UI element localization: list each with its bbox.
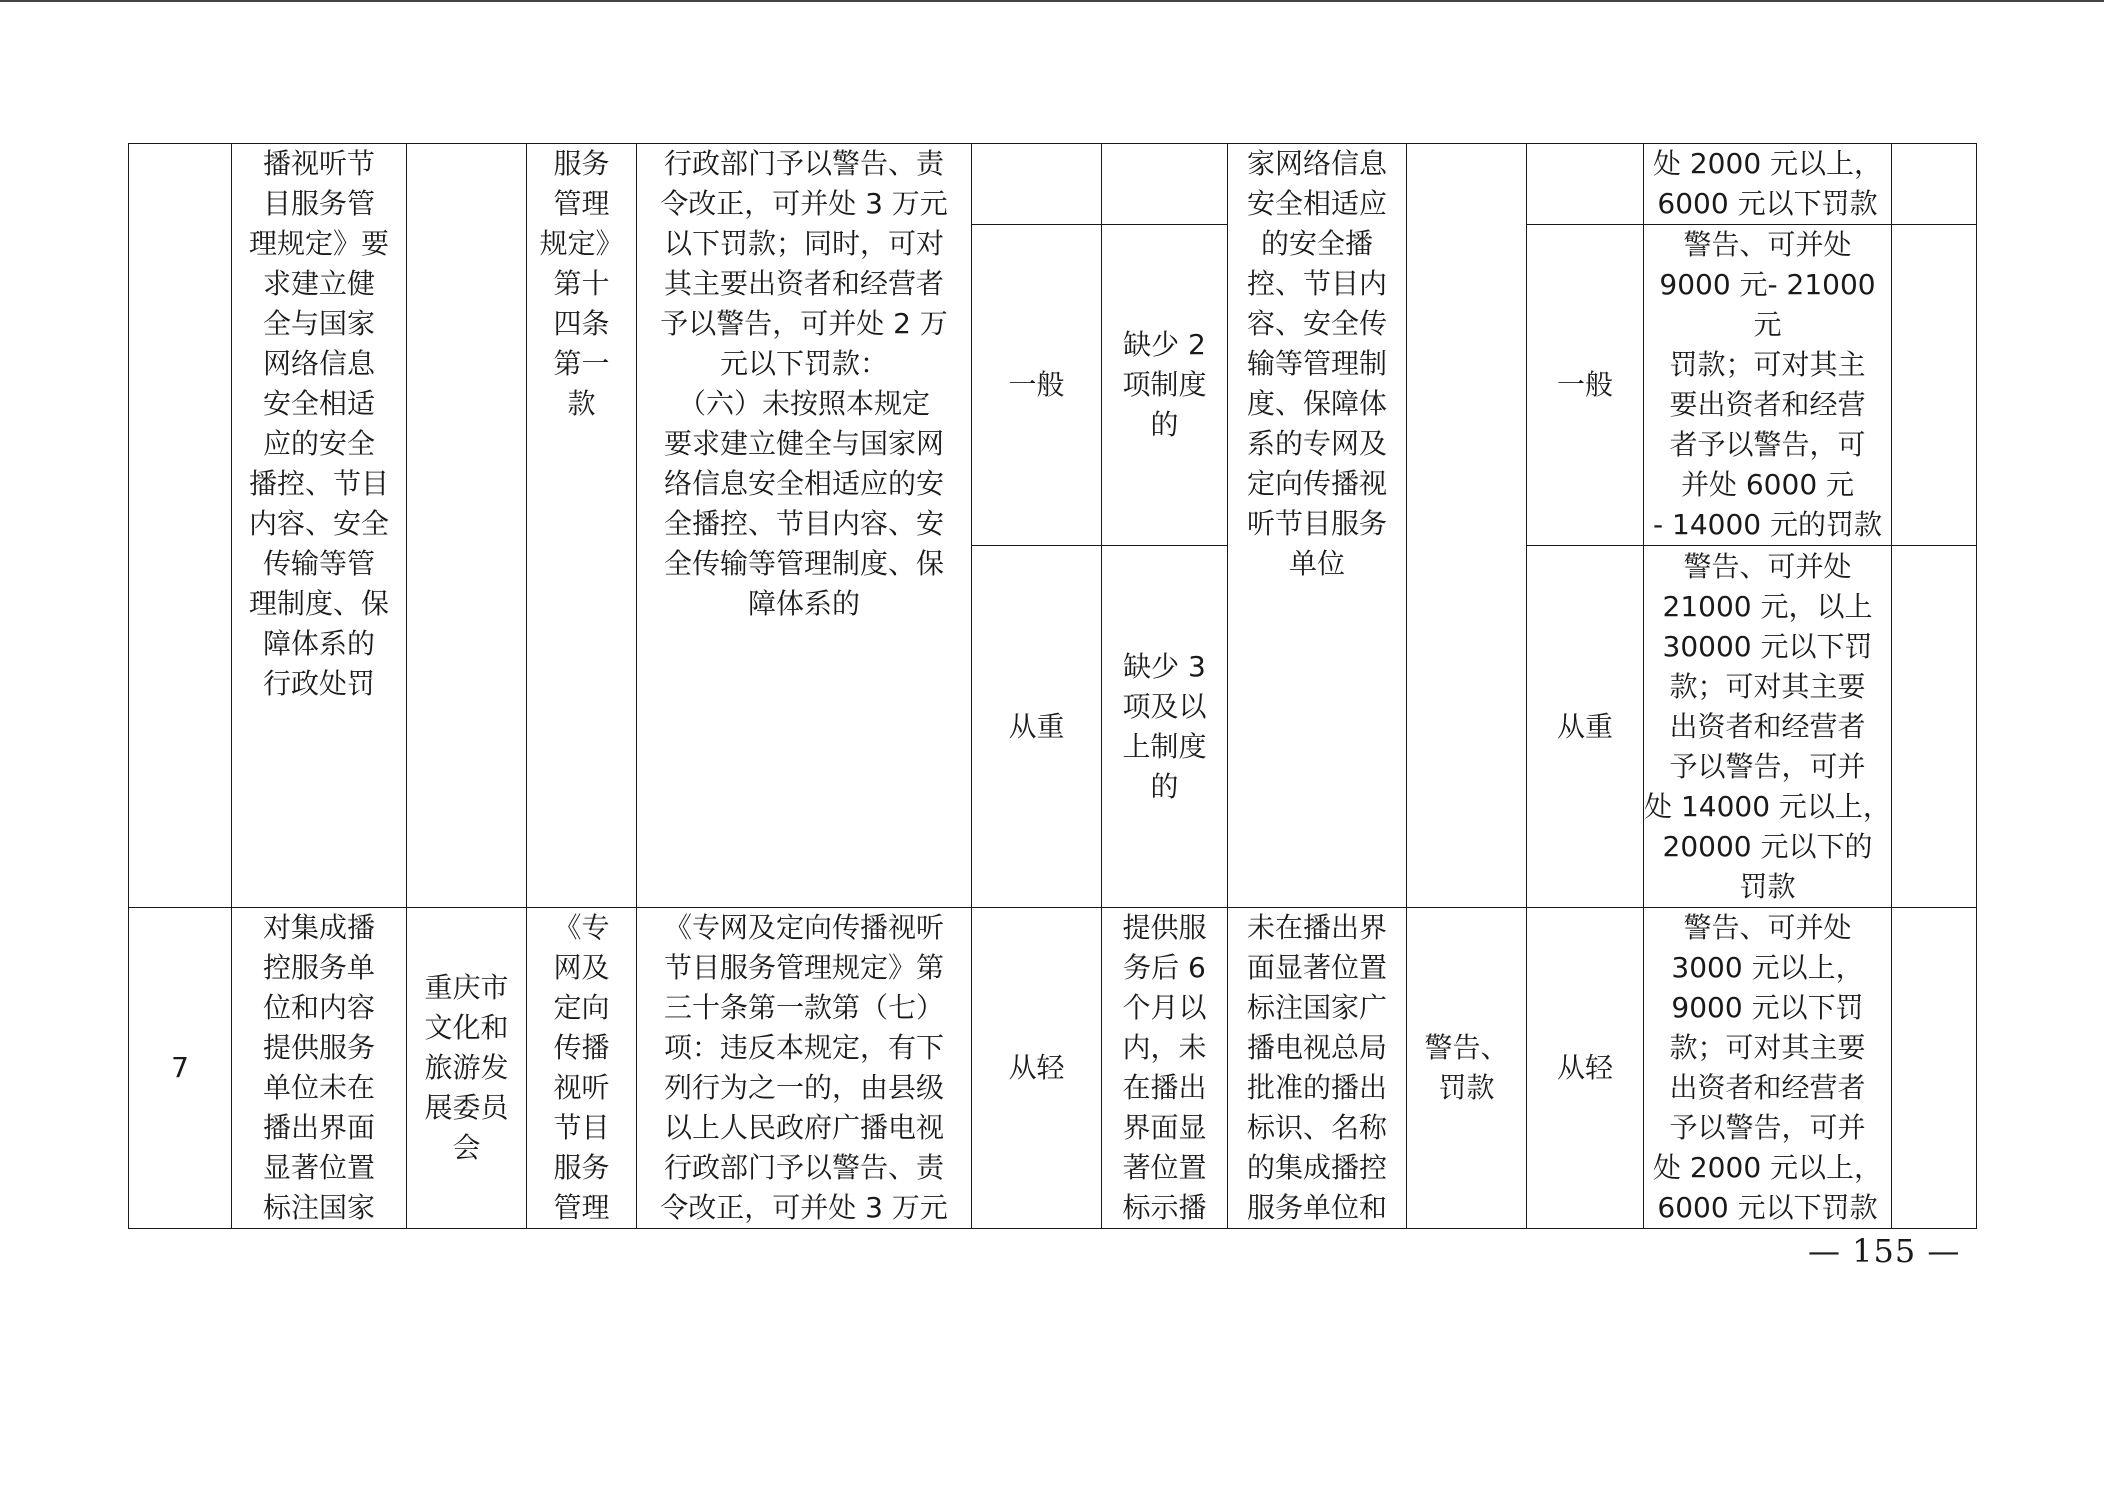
level-cell: 一般 [972, 225, 1102, 546]
penalty-type-cell: 警告、 罚款 [1407, 908, 1527, 1229]
table-row [129, 144, 1977, 225]
penalty-type-cell [1407, 144, 1527, 908]
standard-level-cell: 一般 [1527, 225, 1644, 546]
penalty-standards-table [128, 143, 1977, 1229]
penalty-standard-cell: 警告、可并处 21000 元，以上 30000 元以下罚 款；可对其主要 出资者和经营者 予以警告，可并 处 14000 元以上， 20000 元以下的 罚款 [1644, 546, 1892, 908]
standard-level-cell: 从轻 [1527, 908, 1644, 1229]
page-number: — 155 — [1808, 1232, 1961, 1270]
table-row [129, 908, 1977, 1229]
applicable-object-cell: 家网络信息 安全相适应 的安全播 控、节目内 容、安全传 输等管理制 度、保障体 系的专网及 定向传播视 听节目服务 单位 [1228, 144, 1407, 908]
standard-level-cell [1527, 144, 1644, 225]
basis-short-cell: 《专 网及 定向 传播 视听 节目 服务 管理 [527, 908, 637, 1229]
level-cell: 从轻 [972, 908, 1102, 1229]
level-cell: 从重 [972, 546, 1102, 908]
penalty-standards-table-container [128, 143, 1977, 1229]
basis-full-cell: 《专网及定向传播视听 节目服务管理规定》第 三十条第一款第（七） 项：违反本规定，有下 列行为之一的，由县级 以上人民政府广播电视 行政部门予以警告、责 令改正，可并处 3 万元 [637, 908, 972, 1229]
department-cell: 重庆市 文化和 旅游发 展委员 会 [407, 908, 527, 1229]
circumstance-cell: 缺少 2 项制度 的 [1102, 225, 1228, 546]
penalty-standard-cell: 警告、可并处 9000 元- 21000 元 罚款；可对其主 要出资者和经营 者予以警告，可 并处 6000 元 - 14000 元的罚款 [1644, 225, 1892, 546]
level-cell [972, 144, 1102, 225]
penalty-standard-cell: 警告、可并处 3000 元以上， 9000 元以下罚 款；可对其主要 出资者和经营者 予以警告，可并 处 2000 元以上， 6000 元以下罚款 [1644, 908, 1892, 1229]
remarks-cell [1892, 546, 1977, 908]
standard-level-cell: 从重 [1527, 546, 1644, 908]
penalty-standard-cell: 处 2000 元以上， 6000 元以下罚款 [1644, 144, 1892, 225]
top-border-line [0, 0, 2104, 2]
basis-full-cell: 行政部门予以警告、责 令改正，可并处 3 万元 以下罚款；同时，可对 其主要出资者和经营者 予以警告，可并处 2 万 元以下罚款： （六）未按照本规定 要求建立健全与国家网 络信息安全相适应的安 全播控、节目内容、安 全传输等管理制度、保 障体系的 [637, 144, 972, 908]
remarks-cell [1892, 225, 1977, 546]
item-name-cell: 播视听节 目服务管 理规定》要 求建立健 全与国家 网络信息 安全相适 应的安全 播控、节目 内容、安全 传输等管 理制度、保 障体系的 行政处罚 [232, 144, 407, 908]
applicable-object-cell: 未在播出界 面显著位置 标注国家广 播电视总局 批准的播出 标识、名称 的集成播控 服务单位和 [1228, 908, 1407, 1229]
department-cell [407, 144, 527, 908]
remarks-cell [1892, 144, 1977, 225]
seq-cell [129, 144, 232, 908]
circumstance-cell: 缺少 3 项及以 上制度 的 [1102, 546, 1228, 908]
item-name-cell: 对集成播 控服务单 位和内容 提供服务 单位未在 播出界面 显著位置 标注国家 [232, 908, 407, 1229]
circumstance-cell [1102, 144, 1228, 225]
seq-cell: 7 [129, 908, 232, 1229]
basis-short-cell: 服务 管理 规定》 第十 四条 第一 款 [527, 144, 637, 908]
remarks-cell [1892, 908, 1977, 1229]
circumstance-cell: 提供服 务后 6 个月以 内，未 在播出 界面显 著位置 标示播 [1102, 908, 1228, 1229]
